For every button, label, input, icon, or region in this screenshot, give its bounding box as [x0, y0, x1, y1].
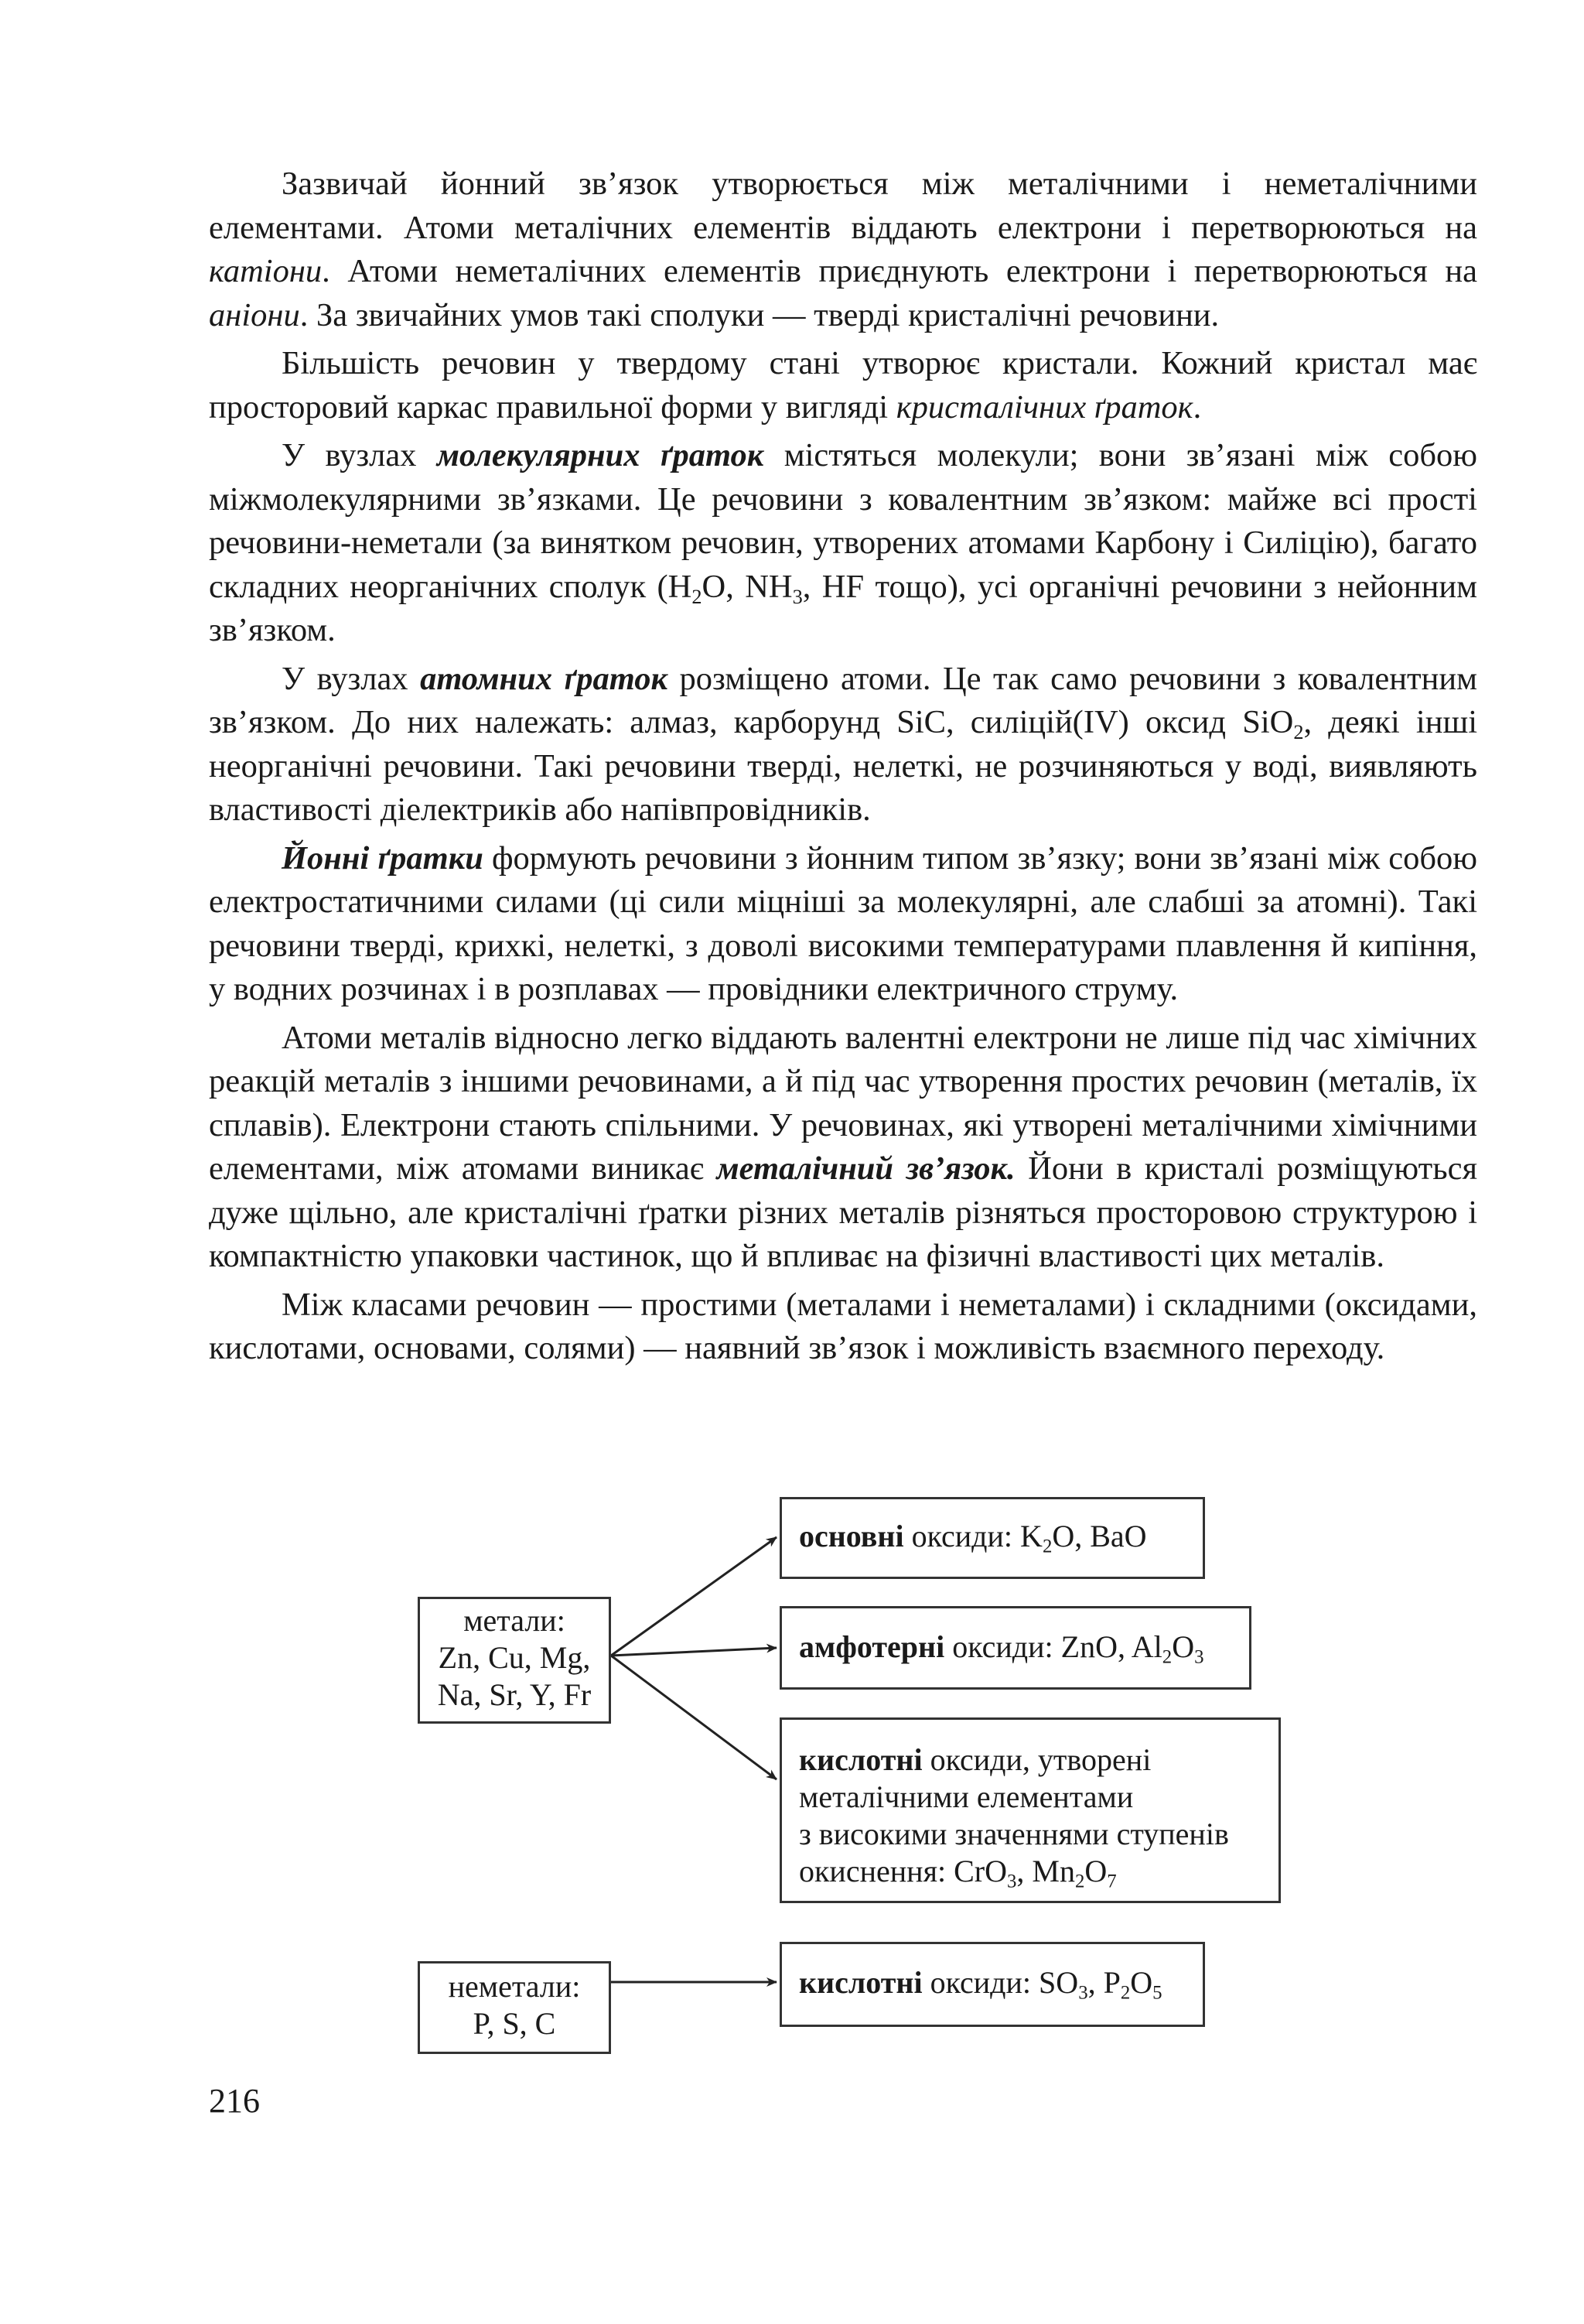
body-text	[209, 162, 1477, 1376]
nonmetals-label: неметали:	[448, 1969, 581, 2004]
arrow-to-acidic-oxides-metals	[611, 1656, 777, 1779]
paragraph-molecular-lattice: У вузлах молекулярних ґраток містяться молекули; вони зв’язані між собою міжмолекулярними зв’язками. Це речовини з ковалентним зв’язком: майже всі прості речовини-неметали (за винятком речовин, утворених атомами Карбону і Силіцію), багато складних неорганічних сполук ($H_2O$, $NH_3$, HF тощо), усі органічні речовини з нейонним зв’язком.	[209, 437, 1477, 648]
paragraph-ionic-lattice: Йонні ґратки формують речовини з йонним типом зв’язку; вони зв’язані між собою електростатичними силами (ці сили міцніші за молекулярні, але слабші за атомні). Такі речовини тверді, крихкі, нелеткі, з доволі високими температурами плавлення й кипіння, у водних розчинах і в розплавах — провідники електричного струму.	[209, 839, 1477, 1007]
paragraph-metallic-bond: Атоми металів відносно легко віддають валентні електрони не лише під час хімічних реакцій металів з іншими речовинами, а й під час утворення простих речовин (металів, їх сплавів). Електрони стають спільними. У речовинах, які утворені металічними хімічними елементами, між атомами виникає металічний зв’язок. Йони в кристалі розміщуються дуже щільно, але кристалічні ґратки різних металів різняться просторовою структурою і компактністю упаковки частинок, що й впливає на фізичні властивості цих металів.	[209, 1019, 1477, 1274]
nonmetals-list: P, S, C	[473, 2006, 556, 2041]
amphoteric-oxides-box: амфотерні оксиди: ZnO, $Al_2O_3$	[780, 1606, 1251, 1690]
acidic-oxides-nonmetals-box: кислотні оксиди: $SO_3$, $P_2O_5$	[780, 1942, 1205, 2027]
paragraph-classes-relation: Між класами речовин — простими (металами і неметалами) і складними (оксидами, кислотами, основами, солями) — наявний зв’язок і можливість взаємного переходу.	[209, 1286, 1477, 1366]
basic-oxides-box: основні оксиди: $K_2O$, BaO	[780, 1497, 1205, 1579]
nonmetals-box	[418, 1961, 611, 2054]
metals-label: метали:	[463, 1603, 565, 1638]
metals-list-1: Zn, Cu, Mg,	[438, 1640, 591, 1675]
page-number: 216	[209, 2082, 260, 2120]
arrow-to-basic-oxides	[611, 1537, 777, 1656]
paragraph-atomic-lattice: У вузлах атомних ґраток розміщено атоми. Це так само речовини з ковалентним зв’язком. До них належать: алмаз, карборунд SiC, силіцій(IV) оксид SiO$_2$, деякі інші неорганічні речовини. Такі речовини тверді, нелеткі, не розчиняються у воді, виявляють властивості діелектриків або напівпровідників.	[209, 660, 1478, 828]
metals-box	[418, 1597, 611, 1724]
paragraph-crystals: Більшість речовин у твердому стані утворює кристали. Кожний кристал має просторовий каркас правильної форми у вигляді кристалічних ґраток.	[209, 345, 1477, 425]
paragraph-ionic-bond: Зазвичай йонний зв’язок утворюється між металічними і неметалічними елементами. Атоми металічних елементів віддають електрони і перетворюються на катіони. Атоми неметалічних елементів приєднують електрони і перетворюються на аніони. За звичайних умов такі сполуки — тверді кристалічні речовини.	[209, 166, 1477, 333]
arrow-to-amphoteric-oxides	[611, 1648, 777, 1656]
metals-list-2: Na, Sr, Y, Fr	[437, 1677, 592, 1712]
acidic-oxides-metals-box: кислотні оксиди, утворені металічними елементами з високими значеннями ступенів окиснення: CrO$_3$, $Mn_2O_7$	[780, 1717, 1281, 1903]
